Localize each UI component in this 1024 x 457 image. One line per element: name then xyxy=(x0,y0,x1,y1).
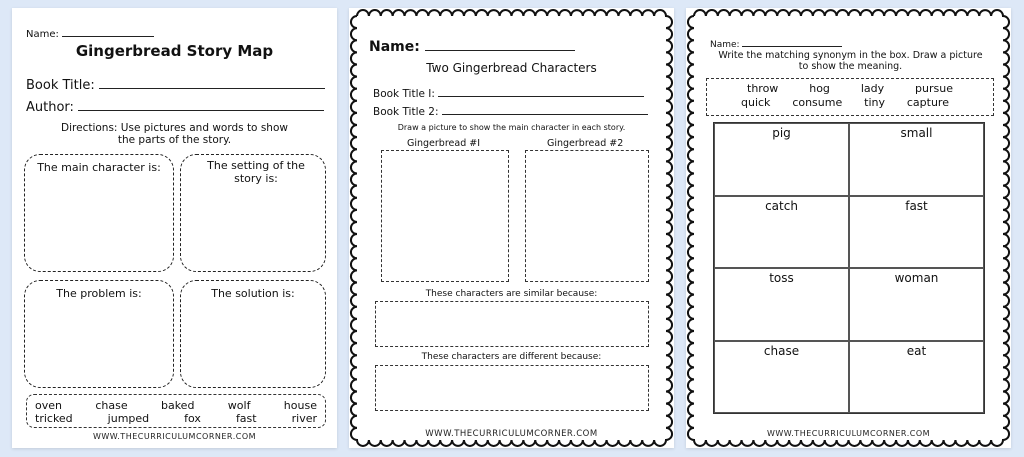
synonym-grid xyxy=(713,122,985,414)
two-characters-worksheet xyxy=(349,8,674,448)
word: tricked xyxy=(35,412,73,425)
worksheet-title: Two Gingerbread Characters xyxy=(426,61,597,75)
book-title-1-label: Book Title I: xyxy=(373,88,435,100)
book-title-2-field xyxy=(373,104,648,118)
word: house xyxy=(283,399,317,412)
grid-cell: woman xyxy=(849,268,984,341)
book-title-line xyxy=(99,78,325,89)
word: chase xyxy=(95,399,128,412)
main-character-label: The main character is: xyxy=(37,161,161,174)
name-label: Name: xyxy=(369,39,420,55)
directions-text: Write the matching synonym in the box. Draw a picture to show the meaning. xyxy=(718,50,983,72)
book-title-label: Book Title: xyxy=(26,78,95,93)
word: pursue xyxy=(915,82,953,95)
grid-cell: catch xyxy=(714,196,849,269)
name-label: Name: xyxy=(710,40,740,50)
word-bank-row-1 xyxy=(35,400,317,412)
story-map-worksheet xyxy=(12,8,337,448)
book-title-1-field xyxy=(373,86,644,100)
problem-label: The problem is: xyxy=(56,287,142,300)
website-footer: WWW.THECURRICULUMCORNER.COM xyxy=(766,429,931,438)
grid-cell: toss xyxy=(714,268,849,341)
name-line xyxy=(62,26,154,37)
word: lady xyxy=(860,82,885,95)
word: consume xyxy=(792,96,843,109)
worksheet-title: Gingerbread Story Map xyxy=(75,42,274,60)
grid-cell: fast xyxy=(849,196,984,269)
word: quick xyxy=(741,96,771,109)
directions-text: Directions: Use pictures and words to show the parts of the story. xyxy=(61,122,288,146)
solution-box xyxy=(180,280,326,388)
name-field xyxy=(26,26,154,40)
gingerbread-1-drawing-box xyxy=(381,150,509,282)
word-bank-row-2 xyxy=(741,97,949,109)
book-title-field xyxy=(26,78,325,93)
word: fast xyxy=(235,412,257,425)
different-label: These characters are different because: xyxy=(421,352,602,362)
setting-label: The setting of the story is: xyxy=(207,159,305,185)
word: throw xyxy=(747,82,779,95)
word: river xyxy=(291,412,317,425)
grid-cell: pig xyxy=(714,123,849,196)
problem-box xyxy=(24,280,174,388)
name-field xyxy=(369,38,575,55)
gingerbread-2-label: Gingerbread #2 xyxy=(547,138,624,149)
synonym-word-bank xyxy=(706,78,994,116)
author-line xyxy=(78,100,324,111)
grid-cell: chase xyxy=(714,341,849,414)
word: capture xyxy=(906,96,949,109)
word: tiny xyxy=(864,96,885,109)
similar-writing-box xyxy=(375,301,649,347)
gingerbread-2-drawing-box xyxy=(525,150,649,282)
word: hog xyxy=(809,82,830,95)
author-label: Author: xyxy=(26,100,74,115)
directions-text: Draw a picture to show the main character in each story. xyxy=(397,123,626,132)
solution-label: The solution is: xyxy=(211,287,295,300)
name-line xyxy=(425,38,575,51)
gingerbread-1-label: Gingerbread #I xyxy=(407,138,481,149)
word: jumped xyxy=(107,412,150,425)
name-line xyxy=(742,38,842,47)
word-bank-row-1 xyxy=(747,83,953,95)
book-title-2-label: Book Title 2: xyxy=(373,106,439,118)
main-character-box xyxy=(24,154,174,272)
website-footer: WWW.THECURRICULUMCORNER.COM xyxy=(92,432,257,441)
book-title-2-line xyxy=(442,104,648,115)
similar-label: These characters are similar because: xyxy=(425,289,598,299)
word-bank-row-2 xyxy=(35,413,317,425)
website-footer: WWW.THECURRICULUMCORNER.COM xyxy=(425,429,598,439)
word-bank xyxy=(26,394,326,428)
word: oven xyxy=(35,399,62,412)
name-label: Name: xyxy=(26,29,59,40)
word: fox xyxy=(184,412,201,425)
synonym-worksheet xyxy=(686,8,1011,448)
word: wolf xyxy=(227,399,251,412)
author-field xyxy=(26,100,324,115)
different-writing-box xyxy=(375,365,649,411)
book-title-1-line xyxy=(438,86,644,97)
grid-cell: small xyxy=(849,123,984,196)
setting-box xyxy=(180,154,326,272)
grid-cell: eat xyxy=(849,341,984,414)
word: baked xyxy=(160,399,195,412)
name-field xyxy=(710,38,842,50)
